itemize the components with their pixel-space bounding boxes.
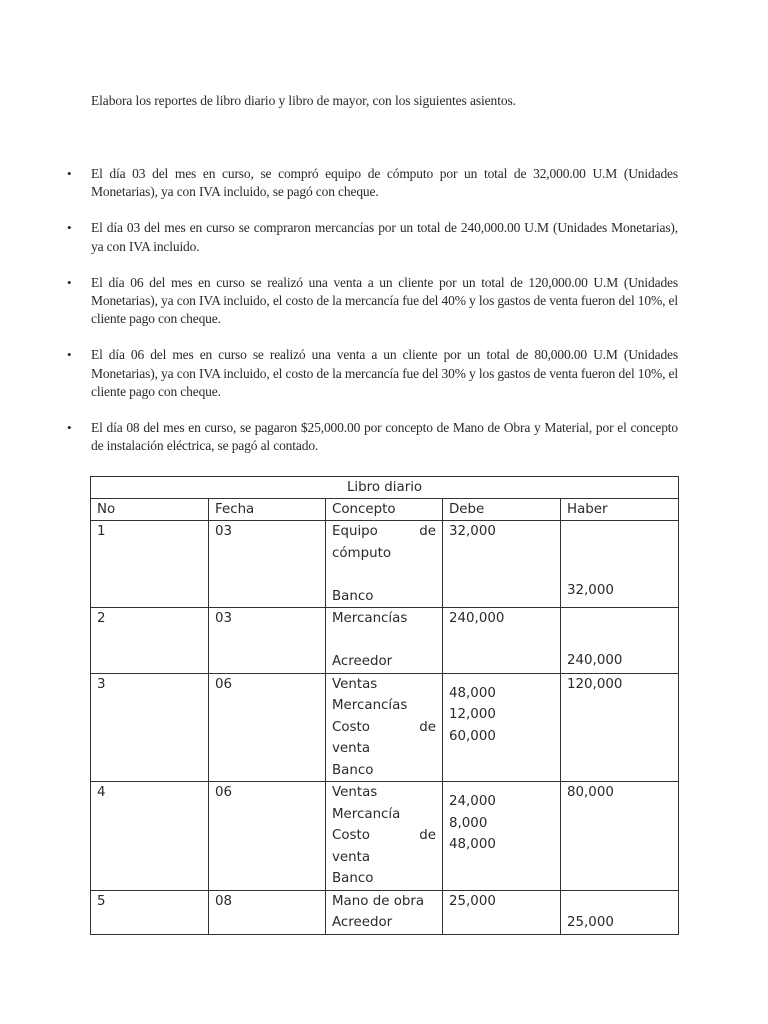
- cell-haber: [561, 890, 679, 934]
- cell-haber: [561, 782, 679, 891]
- header-fecha: Fecha: [209, 499, 326, 521]
- bullet-icon: •: [67, 220, 72, 236]
- concepto-line: Acreedor: [332, 654, 393, 669]
- haber-value: 240,000: [567, 653, 623, 668]
- cell-debe: [443, 782, 561, 891]
- debe-value: 60,000: [449, 728, 496, 744]
- debe-value: 8,000: [449, 815, 488, 831]
- bullet-icon: •: [67, 347, 72, 363]
- table-row: [91, 521, 679, 608]
- debe-value: 25,000: [449, 893, 496, 909]
- cell-concepto: [326, 673, 443, 782]
- intro-paragraph: Elabora los reportes de libro diario y libro de mayor, con los siguientes asientos.: [91, 93, 516, 108]
- list-item: [67, 346, 678, 401]
- table-row: [91, 608, 679, 674]
- cell-concepto: [326, 782, 443, 891]
- cell-concepto: [326, 521, 443, 608]
- cell-no: 5: [91, 890, 209, 934]
- cell-no: 1: [91, 521, 209, 608]
- cell-haber: [561, 521, 679, 608]
- concepto-line: Mercancías: [332, 698, 408, 713]
- list-item-text: El día 06 del mes en curso se realizó una venta a un cliente por un total de 120,000.00 U.M (Unidades Monetarias), ya con IVA incluido, el costo de la mercancía fue del 40% y los gastos de venta fueron del 10%, el cliente pago con cheque.: [91, 274, 678, 327]
- table-title: Libro diario: [91, 477, 679, 499]
- table-row: [91, 890, 679, 934]
- concepto-line: Mercancías: [332, 611, 408, 626]
- cell-no: 4: [91, 782, 209, 891]
- libro-diario-table: [90, 476, 679, 935]
- cell-debe: [443, 673, 561, 782]
- entries-list: [67, 165, 678, 455]
- cell-fecha: 08: [209, 890, 326, 934]
- concepto-line: Banco: [332, 762, 374, 778]
- list-item: [67, 274, 678, 329]
- concepto-line: Banco: [332, 871, 374, 886]
- debe-value: 240,000: [449, 611, 505, 626]
- list-item-text: El día 08 del mes en curso, se pagaron $25,000.00 por concepto de Mano de Obra y Material, por el concepto de instalación eléctrica, se pagó al contado.: [91, 420, 678, 454]
- debe-value: 32,000: [449, 524, 496, 539]
- bullet-icon: •: [67, 274, 72, 290]
- concepto-line: Equipo de: [332, 524, 436, 539]
- cell-fecha: 06: [209, 782, 326, 891]
- debe-value: 48,000: [449, 837, 496, 852]
- list-item-text: El día 03 del mes en curso, se compró equipo de cómputo por un total de 32,000.00 U.M (Unidades Monetarias), ya con IVA incluido, se pagó con cheque.: [91, 166, 678, 200]
- bullet-icon: •: [67, 166, 72, 181]
- debe-value: 48,000: [449, 685, 496, 701]
- cell-debe: [443, 608, 561, 674]
- debe-value: 12,000: [449, 707, 496, 722]
- concepto-line: Costo de: [332, 719, 436, 735]
- list-item: [67, 419, 678, 455]
- haber-value: 120,000: [567, 676, 623, 692]
- header-no: No: [91, 499, 209, 521]
- header-haber: Haber: [561, 499, 679, 521]
- header-concepto: Concepto: [326, 499, 443, 521]
- concepto-line: Costo de: [332, 828, 436, 843]
- concepto-line: Acreedor: [332, 915, 393, 930]
- haber-value: 25,000: [567, 915, 614, 930]
- concepto-line: Mano de obra: [332, 893, 425, 909]
- cell-debe: [443, 890, 561, 934]
- cell-concepto: [326, 608, 443, 674]
- concepto-line: venta: [332, 741, 371, 756]
- concepto-line: Ventas: [332, 676, 378, 692]
- cell-fecha: 06: [209, 673, 326, 782]
- cell-haber: [561, 673, 679, 782]
- cell-no: 3: [91, 673, 209, 782]
- list-item: [67, 165, 678, 201]
- bullet-icon: •: [67, 420, 72, 436]
- concepto-line: venta: [332, 849, 371, 865]
- cell-haber: [561, 608, 679, 674]
- concepto-line: Mercancía: [332, 806, 401, 822]
- list-item-text: El día 03 del mes en curso se compraron mercancías por un total de 240,000.00 U.M (Unidades Monetarias), ya con IVA incluido.: [91, 220, 678, 254]
- haber-value: 80,000: [567, 785, 614, 800]
- cell-fecha: 03: [209, 608, 326, 674]
- concepto-line: cómputo: [332, 545, 392, 561]
- table-row: [91, 782, 679, 891]
- haber-value: 32,000: [567, 582, 614, 598]
- concepto-line: Banco: [332, 588, 374, 604]
- table-title-row: [91, 477, 679, 499]
- header-debe: Debe: [443, 499, 561, 521]
- list-item: [67, 219, 678, 255]
- cell-no: 2: [91, 608, 209, 674]
- list-item-text: El día 06 del mes en curso se realizó una venta a un cliente por un total de 80,000.00 U.M (Unidades Monetarias), ya con IVA incluido, el costo de la mercancía fue del 30% y los gastos de venta fueron del 10%, el cliente pago con cheque.: [91, 347, 678, 399]
- table-row: [91, 673, 679, 782]
- cell-concepto: [326, 890, 443, 934]
- cell-debe: [443, 521, 561, 608]
- table-header-row: [91, 499, 679, 521]
- debe-value: 24,000: [449, 794, 496, 809]
- concepto-line: Ventas: [332, 785, 378, 800]
- cell-fecha: 03: [209, 521, 326, 608]
